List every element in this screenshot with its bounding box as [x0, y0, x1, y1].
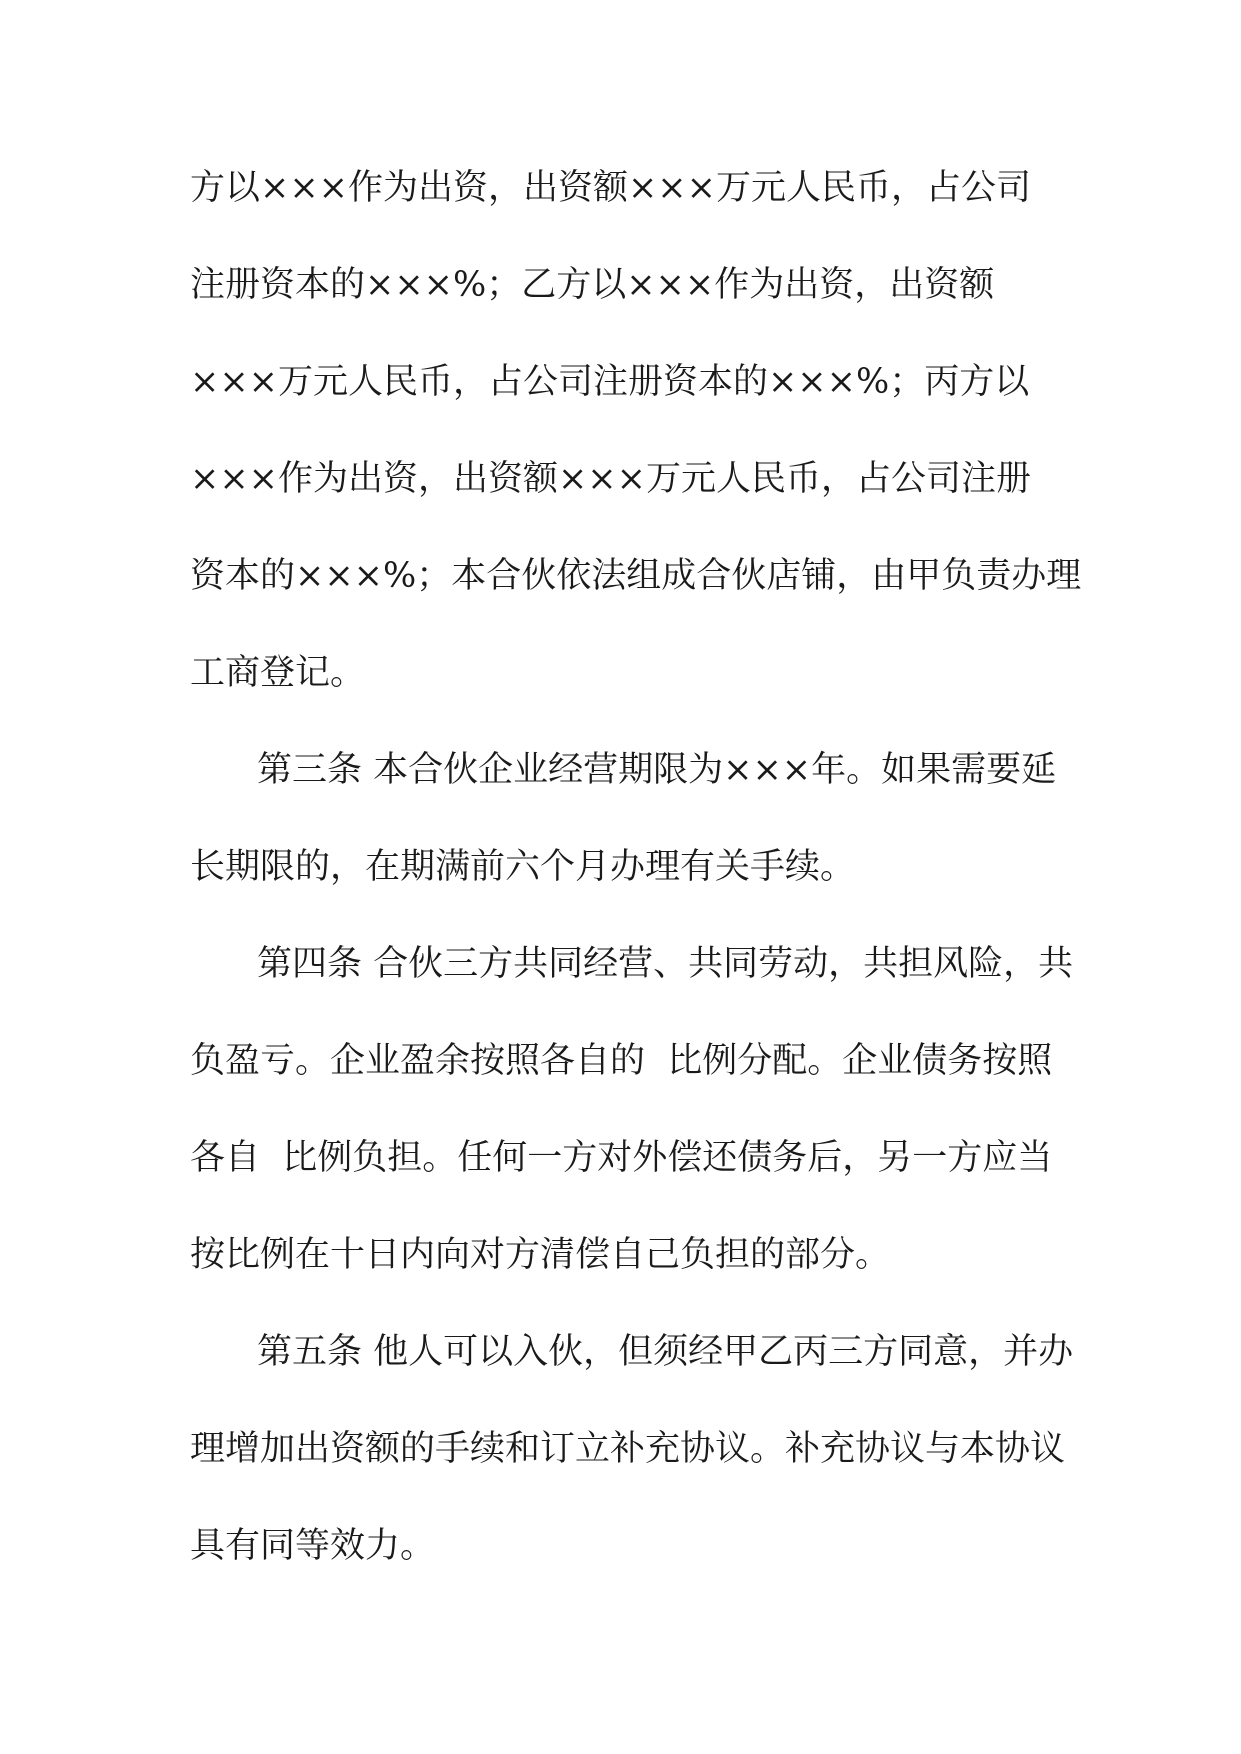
text-line: 资本的×××%；本合伙依法组成合伙店铺，由甲负责办理 — [190, 556, 1082, 596]
text-line: 方以×××作为出资，出资额×××万元人民币，占公司 — [190, 168, 1031, 208]
text-line: 长期限的，在期满前六个月办理有关手续。 — [190, 847, 856, 887]
text-line: 各自 比例负担。任何一方对外偿还债务后，另一方应当 — [190, 1138, 1053, 1178]
text-line: 负盈亏。企业盈余按照各自的 比例分配。企业债务按照 — [190, 1041, 1053, 1081]
text-line: 具有同等效力。 — [190, 1526, 436, 1566]
text-line: 理增加出资额的手续和订立补充协议。补充协议与本协议 — [190, 1429, 1066, 1469]
text-line: 按比例在十日内向对方清偿自己负担的部分。 — [190, 1235, 891, 1275]
document-body — [190, 168, 1082, 1625]
text-line: ×××作为出资，出资额×××万元人民币，占公司注册 — [190, 459, 1031, 499]
text-line: 注册资本的×××%；乙方以×××作为出资，出资额 — [190, 265, 995, 305]
article-5-heading-line: 第五条 他人可以入伙，但须经甲乙丙三方同意，并办 — [257, 1332, 1074, 1372]
article-3-heading-line: 第三条 本合伙企业经营期限为×××年。如果需要延 — [257, 750, 1057, 790]
text-line: ×××万元人民币，占公司注册资本的×××%；丙方以 — [190, 362, 1030, 402]
article-4-heading-line: 第四条 合伙三方共同经营、共同劳动，共担风险，共 — [257, 944, 1074, 984]
text-line: 工商登记。 — [190, 653, 366, 693]
